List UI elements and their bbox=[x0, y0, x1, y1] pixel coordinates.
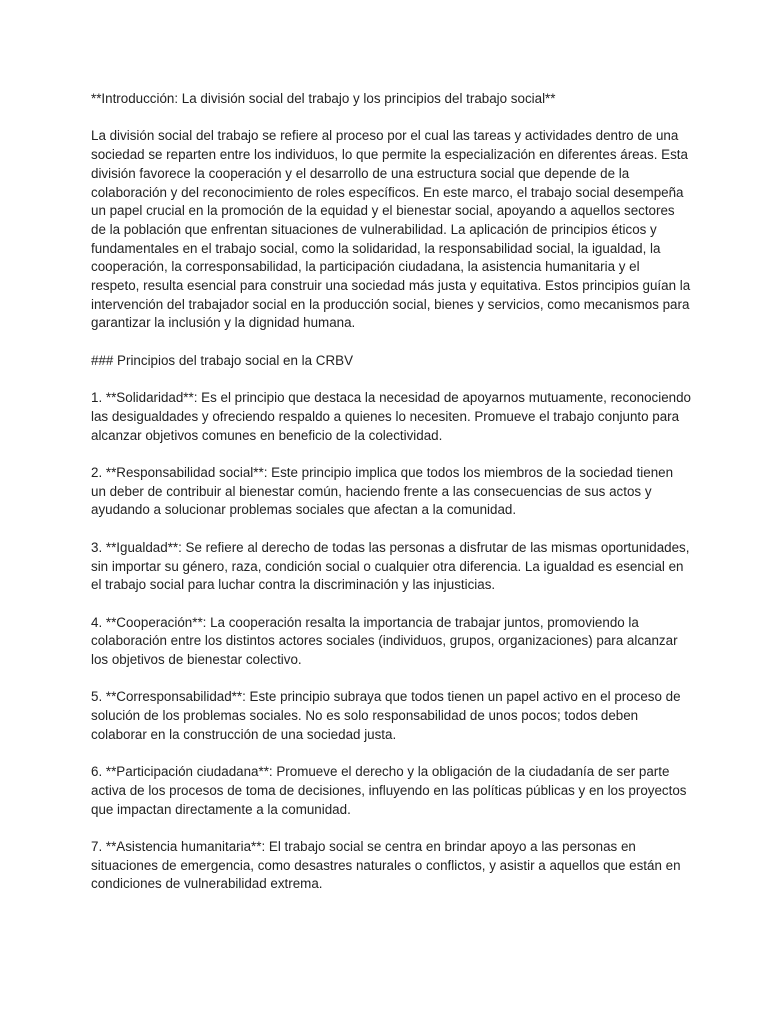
document-page bbox=[91, 90, 691, 913]
principle-item-igualdad: 3. **Igualdad**: Se refiere al derecho de todas las personas a disfrutar de las mismas oportunidades, sin importar su género, raza, condición social o cualquier otra diferencia. La igualdad es esencial en el trabajo social para luchar contra la discriminación y las injusticias. bbox=[91, 539, 690, 593]
principle-item-corresponsabilidad: 5. **Corresponsabilidad**: Este principio subraya que todos tienen un papel activo en el proceso de solución de los problemas sociales. No es solo responsabilidad de unos pocos; todos deben colaborar en la construcción de una sociedad justa. bbox=[91, 689, 681, 742]
principle-item-solidaridad: 1. **Solidaridad**: Es el principio que destaca la necesidad de apoyarnos mutuamente, reconociendo las desigualdades y ofreciendo respaldo a quienes lo necesiten. Promueve el trabajo conjunto para alcanzar objetivos comunes en beneficio de la colectividad. bbox=[91, 390, 691, 443]
principle-item-asistencia-humanitaria: 7. **Asistencia humanitaria**: El trabajo social se centra en brindar apoyo a las personas en situaciones de emergencia, como desastres naturales o conflictos, y asistir a aquellos que están en condiciones de vulnerabilidad extrema. bbox=[91, 838, 681, 892]
section-heading: ### Principios del trabajo social en la CRBV bbox=[91, 352, 354, 368]
principle-item-cooperacion: 4. **Cooperación**: La cooperación resalta la importancia de trabajar juntos, promoviendo la colaboración entre los distintos actores sociales (individuos, grupos, organizaciones) para alcanzar los objetivos de bienestar colectivo. bbox=[91, 614, 678, 667]
principle-item-participacion-ciudadana: 6. **Participación ciudadana**: Promueve el derecho y la obligación de la ciudadanía de ser parte activa de los procesos de toma de decisiones, influyendo en las políticas públicas y en los proyectos que impactan directamente a la comunidad. bbox=[91, 764, 687, 817]
document-title: **Introducción: La división social del trabajo y los principios del trabajo social** bbox=[91, 91, 556, 106]
intro-paragraph: La división social del trabajo se refiere al proceso por el cual las tareas y actividades dentro de una sociedad se reparten entre los individuos, lo que permite la especialización en diferentes áreas. Esta división favorece la cooperación y el desarrollo de una estructura social que depende de la colaboración y del reconocimiento de roles específicos. En este marco, el trabajo social desempeña un papel crucial en la promoción de la equidad y el bienestar social, apoyando a aquellos sectores de la población que enfrentan situaciones de vulnerabilidad. La aplicación de principios éticos y fundamentales en el trabajo social, como la solidaridad, la responsabilidad social, la igualdad, la cooperación, la corresponsabilidad, la participación ciudadana, la asistencia humanitaria y el respeto, resulta esencial para construir una sociedad más justa y equitativa. Estos principios guían la intervención del trabajador social en la producción social, bienes y servicios, como mecanismos para garantizar la inclusión y la dignidad humana. bbox=[91, 128, 691, 331]
principle-item-responsabilidad-social: 2. **Responsabilidad social**: Este principio implica que todos los miembros de la sociedad tienen un deber de contribuir al bienestar común, haciendo frente a las consecuencias de sus actos y ayudando a solucionar problemas sociales que afectan a la comunidad. bbox=[91, 465, 674, 518]
